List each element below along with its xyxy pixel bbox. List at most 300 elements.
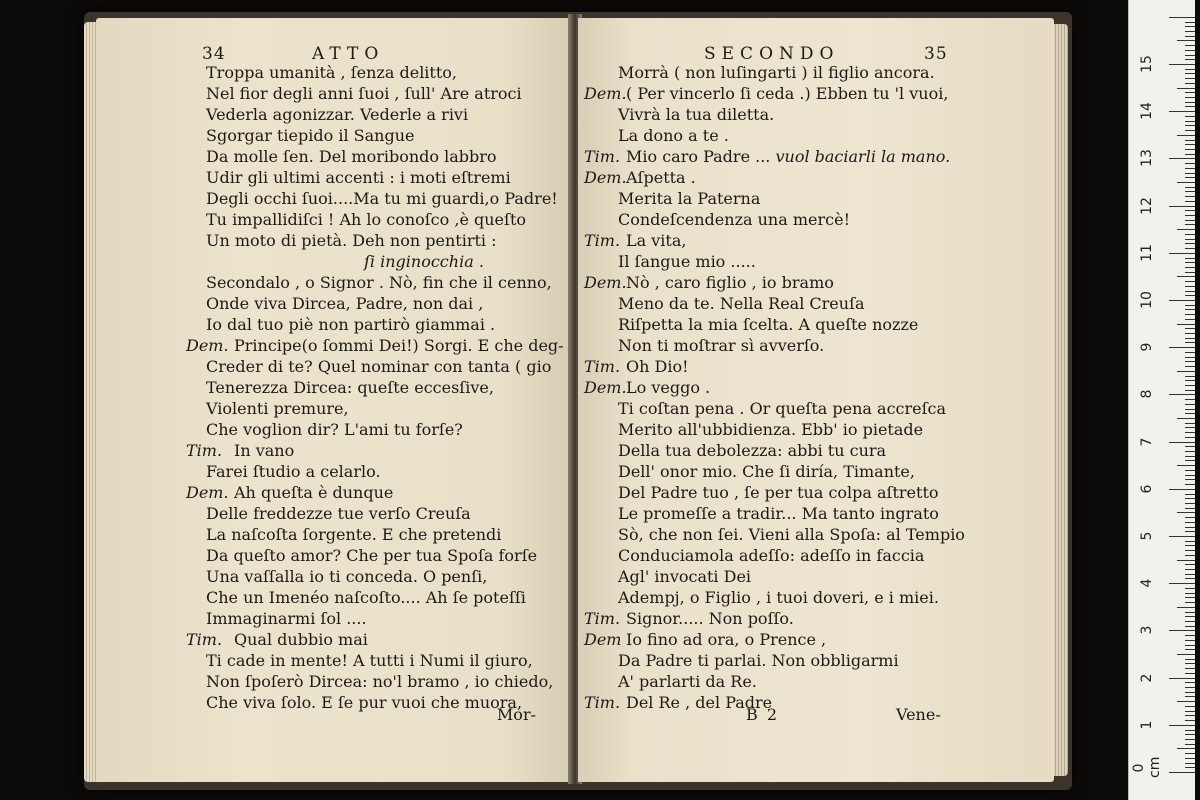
ruler-tick [1185, 224, 1195, 225]
ruler-tick [1185, 494, 1195, 495]
ruler-tick [1185, 673, 1195, 674]
ruler-tick [1185, 187, 1195, 188]
ruler-tick [1185, 720, 1195, 721]
catchword-right: Vene- [896, 705, 941, 724]
ruler-tick [1169, 64, 1195, 65]
text-line [584, 125, 1054, 146]
text-line [186, 293, 572, 314]
ruler-tick [1185, 201, 1195, 202]
ruler-tick [1185, 734, 1195, 735]
right-text-block [584, 62, 1054, 713]
text-line [584, 230, 1054, 251]
text-line [584, 587, 1054, 608]
verse-text: In vano [234, 441, 295, 460]
ruler-label: 8 [1139, 389, 1155, 399]
ruler-tick [1185, 767, 1195, 768]
verse-text: Meno da te. Nella Real Creuſa [618, 294, 865, 313]
verse-text: Del Re , del Padre [626, 693, 773, 712]
ruler-tick [1185, 342, 1195, 343]
verse-text: Ti cade in mente! A tutti i Numi il giuro, [206, 651, 533, 670]
ruler-tick [1185, 215, 1195, 216]
verse-text: Degli occhi ſuoi....Ma tu mi guardi,o Padre! [206, 189, 558, 208]
text-line [584, 545, 1054, 566]
ruler-tick [1185, 597, 1195, 598]
ruler-tick [1185, 649, 1195, 650]
ruler-tick [1177, 229, 1195, 230]
ruler-tick [1177, 560, 1195, 561]
ruler-tick [1185, 177, 1195, 178]
ruler-tick [1185, 361, 1195, 362]
ruler-tick [1185, 314, 1195, 315]
text-line [584, 167, 1054, 188]
ruler-tick [1185, 286, 1195, 287]
verse-text: Sgorgar tiepido il Sangue [206, 126, 415, 145]
ruler-tick [1177, 748, 1195, 749]
text-line [186, 335, 572, 356]
text-line [186, 671, 572, 692]
ruler-tick [1185, 36, 1195, 37]
text-line [186, 125, 572, 146]
ruler-tick [1185, 385, 1195, 386]
ruler-tick [1185, 508, 1195, 509]
verse-text: Una vaſſalla io ti conceda. O penſi, [206, 567, 488, 586]
ruler-tick [1185, 711, 1195, 712]
ruler-tick [1177, 607, 1195, 608]
ruler-tick [1185, 588, 1195, 589]
verse-text: Oh Dio! [626, 357, 689, 376]
verse-text: Che viva ſolo. E ſe pur vuoi che muora, [206, 693, 523, 712]
text-line [584, 671, 1054, 692]
ruler-tick [1185, 295, 1195, 296]
ruler-tick [1185, 541, 1195, 542]
ruler-label: 2 [1139, 673, 1155, 683]
ruler-tick [1185, 522, 1195, 523]
ruler-tick [1185, 446, 1195, 447]
verse-text: Del Padre tuo , ſe per tua colpa aſtretto [618, 483, 939, 502]
text-line [186, 524, 572, 545]
verse-text: Un moto di pietà. Deh non pentirti : [206, 231, 497, 250]
ruler-tick [1185, 73, 1195, 74]
verse-text: A' parlarti da Re. [618, 672, 757, 691]
ruler-tick [1185, 663, 1195, 664]
verse-text: Merita la Paterna [618, 189, 761, 208]
ruler-tick [1185, 163, 1195, 164]
ruler-tick [1185, 564, 1195, 565]
ruler-tick [1185, 121, 1195, 122]
speaker-label: Dem. [584, 378, 627, 397]
ruler-tick [1169, 394, 1195, 395]
ruler-tick [1169, 347, 1195, 348]
ruler-tick [1185, 479, 1195, 480]
text-line [584, 146, 1054, 167]
ruler-tick [1185, 97, 1195, 98]
ruler-tick [1185, 102, 1195, 103]
speaker-label: Dem. [186, 483, 229, 502]
ruler-tick [1169, 489, 1195, 490]
ruler-tick [1185, 366, 1195, 367]
ruler-tick [1185, 144, 1195, 145]
page-number-right: 35 [924, 44, 948, 64]
text-line [584, 440, 1054, 461]
text-line [186, 419, 572, 440]
ruler-tick [1185, 423, 1195, 424]
verse-text: Io fino ad ora, o Prence , [626, 630, 827, 649]
stage-direction: ſi inginocchia . [364, 252, 484, 271]
verse-text: Tenerezza Dircea: queſte eccesſive, [206, 378, 494, 397]
catchword-left: Mor- [496, 705, 536, 724]
verse-text: Della tua debolezza: abbi tu cura [618, 441, 887, 460]
text-line [186, 230, 572, 251]
ruler-tick [1185, 399, 1195, 400]
ruler-label: 14 [1139, 102, 1155, 121]
verse-text: Nel fior degli anni ſuoi , ſull' Are atroci [206, 84, 522, 103]
ruler-tick [1185, 125, 1195, 126]
ruler-label: 7 [1139, 437, 1155, 447]
ruler-tick [1185, 106, 1195, 107]
left-page [96, 18, 572, 782]
text-line [584, 62, 1054, 83]
verse-text: Delle freddezze tue verſo Creuſa [206, 504, 471, 523]
ruler-tick [1169, 300, 1195, 301]
ruler-tick [1185, 409, 1195, 410]
ruler-tick [1185, 305, 1195, 306]
ruler-tick [1185, 475, 1195, 476]
verse-text: Troppa umanità , ſenza delitto, [206, 63, 457, 82]
text-line [584, 356, 1054, 377]
text-line [584, 293, 1054, 314]
ruler-tick [1185, 635, 1195, 636]
text-line [186, 272, 572, 293]
ruler-tick [1185, 456, 1195, 457]
ruler-tick [1185, 612, 1195, 613]
ruler-tick [1185, 154, 1195, 155]
ruler-label: 1 [1139, 720, 1155, 730]
ruler-tick [1185, 602, 1195, 603]
ruler-tick [1177, 276, 1195, 277]
verse-text: Vederla agonizzar. Vederle a rivi [206, 105, 469, 124]
verse-text: Ah queſta è dunque [234, 483, 394, 502]
ruler-label: 15 [1139, 55, 1155, 73]
text-line [584, 209, 1054, 230]
ruler-tick [1185, 243, 1195, 244]
ruler-tick [1185, 220, 1195, 221]
ruler-tick [1185, 248, 1195, 249]
ruler-tick [1185, 328, 1195, 329]
ruler-tick [1185, 140, 1195, 141]
ruler-tick [1185, 569, 1195, 570]
text-line [584, 503, 1054, 524]
verse-text: Secondalo , o Signor . Nò, fin che il cenno, [206, 273, 552, 292]
ruler-tick [1185, 687, 1195, 688]
ruler-tick [1185, 682, 1195, 683]
text-line [186, 629, 572, 650]
scale-ruler [1128, 0, 1195, 800]
ruler-tick [1185, 503, 1195, 504]
ruler-tick [1185, 31, 1195, 32]
speaker-label: Dem. [186, 336, 229, 355]
ruler-label: 10 [1139, 291, 1155, 309]
text-line [584, 608, 1054, 629]
ruler-tick [1185, 739, 1195, 740]
ruler-tick [1185, 758, 1195, 759]
text-line [186, 566, 572, 587]
verse-text: Morrà ( non luſingarti ) il figlio ancora. [618, 63, 935, 82]
ruler-tick [1185, 498, 1195, 499]
verse-text: Le promeſſe a tradir... Ma tanto ingrato [618, 504, 939, 523]
ruler-tick [1185, 413, 1195, 414]
ruler-tick [1185, 262, 1195, 263]
verse-text: Principe(o ſommi Dei!) Sorgi. E che deg- [234, 336, 564, 355]
ruler-tick [1177, 135, 1195, 136]
speaker-label: Tim. [584, 147, 621, 166]
verse-text: Che un Imenéo naſcoſto.... Ah ſe poteſſi [206, 588, 526, 607]
text-line [584, 629, 1054, 650]
verse-text: Immaginarmi ſol .... [206, 609, 367, 628]
verse-text: Tu impallidiſci ! Ah lo conoſco ,è queſto [206, 210, 526, 229]
ruler-tick [1169, 442, 1195, 443]
ruler-tick [1177, 371, 1195, 372]
ruler-tick [1185, 404, 1195, 405]
ruler-label: 11 [1139, 243, 1155, 262]
ruler-tick [1185, 338, 1195, 339]
text-line [584, 251, 1054, 272]
ruler-tick [1185, 574, 1195, 575]
ruler-label: 0 cm [1131, 756, 1163, 778]
verse-text: Non ſpoſerò Dircea: no'l bramo , io chiedo, [206, 672, 554, 691]
text-line [186, 146, 572, 167]
ruler-tick [1177, 40, 1195, 41]
verse-text: Aſpetta . [626, 168, 696, 187]
ruler-tick [1185, 55, 1195, 56]
text-line [584, 83, 1054, 104]
text-line [186, 251, 572, 272]
text-line [186, 650, 572, 671]
text-line [186, 608, 572, 629]
ruler-tick [1185, 550, 1195, 551]
ruler-tick [1185, 484, 1195, 485]
ruler-tick [1185, 69, 1195, 70]
verse-text: Qual dubbio mai [234, 630, 368, 649]
ruler-tick [1185, 357, 1195, 358]
running-head-left: ATTO [312, 44, 385, 64]
verse-text: Da queſto amor? Che per tua Spoſa forſe [206, 546, 538, 565]
ruler-tick [1185, 730, 1195, 731]
verse-text: Riſpetta la mia ſcelta. A queſte nozze [618, 315, 919, 334]
text-line [584, 524, 1054, 545]
verse-text: Il ſangue mio ..... [618, 252, 756, 271]
text-line [584, 272, 1054, 293]
verse-text: Sò, che non ſei. Vieni alla Spoſa: al Tempio [618, 525, 965, 544]
ruler-tick [1169, 17, 1195, 18]
ruler-tick [1185, 22, 1195, 23]
ruler-tick [1185, 437, 1195, 438]
ruler-tick [1185, 173, 1195, 174]
ruler-tick [1185, 281, 1195, 282]
ruler-tick [1185, 578, 1195, 579]
ruler-tick [1185, 258, 1195, 259]
speaker-label: Dem. [584, 168, 627, 187]
text-line [186, 587, 572, 608]
text-line [186, 482, 572, 503]
left-text-block [186, 62, 572, 713]
verse-text: Creder di te? Quel nominar con tanta ( gio [206, 357, 552, 376]
verse-text: Violenti premure, [206, 399, 349, 418]
speaker-label: Dem. [584, 273, 627, 292]
speaker-label: Tim. [584, 693, 621, 712]
ruler-tick [1185, 517, 1195, 518]
verse-text: Onde viva Dircea, Padre, non dai , [206, 294, 484, 313]
ruler-tick [1185, 715, 1195, 716]
ruler-tick [1185, 616, 1195, 617]
text-line [584, 461, 1054, 482]
right-page [578, 18, 1054, 782]
ruler-tick [1185, 376, 1195, 377]
ruler-tick [1185, 319, 1195, 320]
verse-text: Non ti moſtrar sì avverſo. [618, 336, 825, 355]
ruler-tick [1185, 545, 1195, 546]
speaker-label: Tim. [186, 441, 223, 460]
ruler-tick [1185, 191, 1195, 192]
ruler-tick [1169, 583, 1195, 584]
ruler-tick [1185, 83, 1195, 84]
speaker-label: Tim. [584, 357, 621, 376]
ruler-tick [1185, 470, 1195, 471]
ruler-tick [1177, 465, 1195, 466]
text-line [584, 692, 1054, 713]
verse-text: Udir gli ultimi accenti : i moti eſtremi [206, 168, 511, 187]
ruler-tick [1185, 753, 1195, 754]
ruler-tick [1177, 88, 1195, 89]
page-number-left: 34 [202, 44, 226, 64]
ruler-tick [1185, 744, 1195, 745]
speaker-label: Dem [584, 630, 622, 649]
ruler-tick [1185, 196, 1195, 197]
stage-direction: vuol baciarli la mano. [775, 147, 951, 166]
signature-mark: B 2 [746, 705, 780, 724]
ruler-tick [1177, 512, 1195, 513]
text-line [186, 167, 572, 188]
text-line [186, 440, 572, 461]
speaker-label: Tim. [584, 609, 621, 628]
text-line [186, 398, 572, 419]
ruler-tick [1169, 158, 1195, 159]
ruler-tick [1177, 324, 1195, 325]
text-line [186, 461, 572, 482]
ruler-tick [1185, 272, 1195, 273]
ruler-label: 6 [1139, 484, 1155, 494]
ruler-tick [1185, 531, 1195, 532]
ruler-tick [1185, 291, 1195, 292]
ruler-tick [1185, 168, 1195, 169]
verse-text: ( Per vincerlo ſi ceda .) Ebben tu 'l vuoi, [626, 84, 949, 103]
ruler-tick [1185, 527, 1195, 528]
ruler-tick [1185, 427, 1195, 428]
verse-text: La naſcoſta ſorgente. E che pretendi [206, 525, 502, 544]
ruler-tick [1169, 725, 1195, 726]
ruler-label: 12 [1139, 196, 1155, 215]
ruler-tick [1169, 678, 1195, 679]
text-line [186, 83, 572, 104]
ruler-tick [1185, 45, 1195, 46]
ruler-tick [1185, 645, 1195, 646]
ruler-tick [1185, 626, 1195, 627]
text-line [186, 314, 572, 335]
text-line [584, 377, 1054, 398]
ruler-tick [1185, 640, 1195, 641]
ruler-tick [1185, 460, 1195, 461]
ruler-tick [1185, 234, 1195, 235]
verse-text: Mio caro Padre ... [626, 147, 776, 166]
ruler-tick [1185, 78, 1195, 79]
ruler-tick [1185, 706, 1195, 707]
text-line [584, 650, 1054, 671]
verse-text: Da molle ſen. Del moribondo labbro [206, 147, 497, 166]
ruler-tick [1177, 701, 1195, 702]
ruler-tick [1185, 267, 1195, 268]
running-head-right: SECONDO [704, 44, 840, 64]
text-line [186, 209, 572, 230]
ruler-tick [1169, 206, 1195, 207]
ruler-tick [1177, 418, 1195, 419]
text-line [186, 188, 572, 209]
verse-text: Agl' invocati Dei [618, 567, 752, 586]
text-line [584, 335, 1054, 356]
verse-text: Merito all'ubbidienza. Ebb' io pietade [618, 420, 924, 439]
text-line [186, 104, 572, 125]
ruler-label: 9 [1139, 342, 1155, 352]
ruler-tick [1185, 92, 1195, 93]
verse-text: Io dal tuo piè non partirò giammai . [206, 315, 496, 334]
text-line [584, 419, 1054, 440]
verse-text: Dell' onor mio. Che ſi diría, Timante, [618, 462, 915, 481]
ruler-label: 13 [1139, 149, 1155, 168]
ruler-tick [1185, 555, 1195, 556]
ruler-tick [1185, 50, 1195, 51]
ruler-tick [1169, 536, 1195, 537]
text-line [186, 377, 572, 398]
ruler-tick [1177, 654, 1195, 655]
ruler-tick [1185, 26, 1195, 27]
ruler-tick [1185, 763, 1195, 764]
ruler-label: 4 [1139, 578, 1155, 588]
verse-text: Da Padre ti parlai. Non obbligarmi [618, 651, 899, 670]
verse-text: Lo veggo . [626, 378, 711, 397]
speaker-label: Dem. [584, 84, 627, 103]
ruler-tick [1169, 253, 1195, 254]
verse-text: Adempj, o Figlio , i tuoi doveri, e i miei. [618, 588, 939, 607]
speaker-label: Tim. [186, 630, 223, 649]
verse-text: Conduciamola adeſſo: adeſſo in faccia [618, 546, 925, 565]
ruler-tick [1185, 149, 1195, 150]
ruler-tick [1185, 59, 1195, 60]
ruler-tick [1185, 352, 1195, 353]
ruler-tick [1185, 692, 1195, 693]
ruler-tick [1185, 309, 1195, 310]
ruler-label: 5 [1139, 531, 1155, 541]
ruler-tick [1185, 659, 1195, 660]
ruler-tick [1185, 390, 1195, 391]
verse-text: Vivrà la tua diletta. [618, 105, 775, 124]
ruler-tick [1169, 772, 1195, 773]
text-line [584, 482, 1054, 503]
ruler-tick [1185, 451, 1195, 452]
ruler-tick [1185, 696, 1195, 697]
ruler-tick [1185, 380, 1195, 381]
ruler-tick [1185, 130, 1195, 131]
verse-text: La vita, [626, 231, 687, 250]
text-line [584, 398, 1054, 419]
ruler-tick [1169, 111, 1195, 112]
